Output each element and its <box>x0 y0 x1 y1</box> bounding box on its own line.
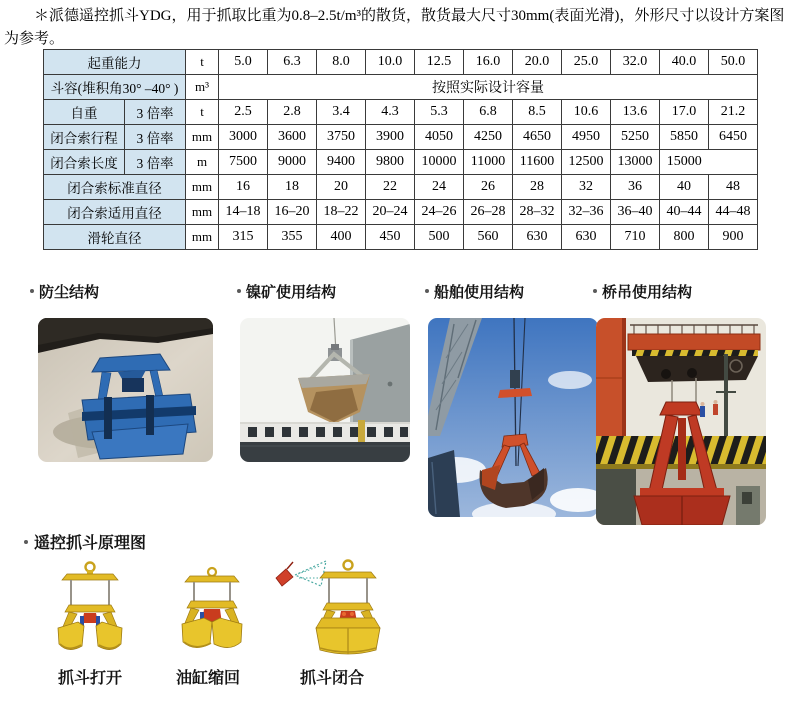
cell-value: 28–32 <box>513 200 562 225</box>
cell-value: 3900 <box>366 125 415 150</box>
spec-row <box>44 50 758 75</box>
row-label: 自重 <box>44 100 125 125</box>
cell-value: 500 <box>415 225 464 250</box>
row-unit: m³ <box>186 75 219 100</box>
cell-value: 4.3 <box>366 100 415 125</box>
row-label: 斗容(堆积角30° –40° ) <box>44 75 186 100</box>
cell-value: 450 <box>366 225 415 250</box>
cell-value: 710 <box>611 225 660 250</box>
cell-value: 36–40 <box>611 200 660 225</box>
gallery-label <box>237 281 410 301</box>
intro-paragraph: ＊派德遥控抓斗YDG，用于抓取比重为0.8–2.5t/m³的散货，散货最大尺寸30mm(表面光滑)，外形尺寸以设计方案图为参考。 <box>4 8 785 47</box>
cell-value: 26 <box>464 175 513 200</box>
row-unit: mm <box>186 175 219 200</box>
spec-row <box>44 100 758 125</box>
cell-value: 20 <box>317 175 366 200</box>
row-unit: t <box>186 100 219 125</box>
row-label: 起重能力 <box>44 50 186 75</box>
gallery-column-dustproof <box>30 281 213 462</box>
cell-value: 4250 <box>464 125 513 150</box>
gallery-label <box>30 281 213 301</box>
cell-value <box>709 150 758 175</box>
cell-value: 11600 <box>513 150 562 175</box>
spec-row <box>44 175 758 200</box>
gallery-label-text: 桥吊使用结构 <box>602 283 693 301</box>
grab-open-diagram <box>52 560 128 660</box>
cell-value: 400 <box>317 225 366 250</box>
spec-row <box>44 75 758 100</box>
gallery-label-text: 船舶使用结构 <box>434 283 525 301</box>
cell-value: 3750 <box>317 125 366 150</box>
cell-value: 6.3 <box>268 50 317 75</box>
row-unit: m <box>186 150 219 175</box>
cell-value: 20–24 <box>366 200 415 225</box>
dustproof-grab-photo <box>38 318 213 462</box>
cell-value: 22 <box>366 175 415 200</box>
row-unit: mm <box>186 200 219 225</box>
bullet-icon <box>24 540 28 544</box>
cell-value: 560 <box>464 225 513 250</box>
step-label-cylinder-retract: 油缸缩回 <box>175 670 240 687</box>
cell-value: 3000 <box>219 125 268 150</box>
row-label: 闭合索长度 <box>44 150 125 175</box>
spec-row <box>44 125 758 150</box>
gallery-column-nickel <box>237 281 410 462</box>
cell-value: 630 <box>562 225 611 250</box>
principle-title-text: 遥控抓斗原理图 <box>34 535 147 552</box>
cell-value: 4950 <box>562 125 611 150</box>
cell-value: 24 <box>415 175 464 200</box>
spec-table <box>43 49 758 250</box>
cell-value: 17.0 <box>660 100 709 125</box>
gallery-column-bridge-crane <box>593 281 766 525</box>
cell-value: 18 <box>268 175 317 200</box>
cell-value: 44–48 <box>709 200 758 225</box>
cell-value: 25.0 <box>562 50 611 75</box>
cell-value: 315 <box>219 225 268 250</box>
cell-value: 11000 <box>464 150 513 175</box>
cell-value: 900 <box>709 225 758 250</box>
cell-value: 5.0 <box>219 50 268 75</box>
cell-value: 16.0 <box>464 50 513 75</box>
row-sublabel: 3 倍率 <box>125 125 186 150</box>
nickel-ore-grab-photo <box>240 318 410 462</box>
cell-value: 2.8 <box>268 100 317 125</box>
cell-value: 32 <box>562 175 611 200</box>
cell-value: 3.4 <box>317 100 366 125</box>
cell-value: 9000 <box>268 150 317 175</box>
bullet-icon <box>30 289 34 293</box>
cell-value: 800 <box>660 225 709 250</box>
row-label: 滑轮直径 <box>44 225 186 250</box>
cell-value: 9400 <box>317 150 366 175</box>
bridge-crane-grab-photo <box>596 318 766 525</box>
gallery-column-ship <box>425 281 598 517</box>
cell-value: 6450 <box>709 125 758 150</box>
row-unit: mm <box>186 125 219 150</box>
cell-value: 24–26 <box>415 200 464 225</box>
cell-value: 5850 <box>660 125 709 150</box>
cell-value: 48 <box>709 175 758 200</box>
row-unit: t <box>186 50 219 75</box>
cell-value: 13.6 <box>611 100 660 125</box>
gallery-label <box>425 281 598 301</box>
cell-value: 40.0 <box>660 50 709 75</box>
principle-title <box>24 530 146 553</box>
cell-value: 26–28 <box>464 200 513 225</box>
cell-value: 9800 <box>366 150 415 175</box>
spec-row <box>44 225 758 250</box>
cylinder-retract-diagram <box>174 566 250 658</box>
cell-value: 5250 <box>611 125 660 150</box>
row-unit: mm <box>186 225 219 250</box>
cell-value: 12500 <box>562 150 611 175</box>
cell-value: 7500 <box>219 150 268 175</box>
cell-value: 21.2 <box>709 100 758 125</box>
gallery-label <box>593 281 766 301</box>
grab-closed-diagram <box>268 556 386 660</box>
ship-use-grab-photo <box>428 318 598 517</box>
cell-value: 15000 <box>660 150 709 175</box>
cell-value: 36 <box>611 175 660 200</box>
step-label-grab-open: 抓斗打开 <box>57 670 122 687</box>
cell-value: 5.3 <box>415 100 464 125</box>
row-label: 闭合索行程 <box>44 125 125 150</box>
row-span-value: 按照实际设计容量 <box>219 75 758 100</box>
row-label: 闭合索标准直径 <box>44 175 186 200</box>
cell-value: 630 <box>513 225 562 250</box>
row-label: 闭合索适用直径 <box>44 200 186 225</box>
cell-value: 3600 <box>268 125 317 150</box>
cell-value: 50.0 <box>709 50 758 75</box>
cell-value: 10000 <box>415 150 464 175</box>
cell-value: 32.0 <box>611 50 660 75</box>
cell-value: 12.5 <box>415 50 464 75</box>
cell-value: 4650 <box>513 125 562 150</box>
cell-value: 16 <box>219 175 268 200</box>
cell-value: 10.6 <box>562 100 611 125</box>
cell-value: 10.0 <box>366 50 415 75</box>
cell-value: 6.8 <box>464 100 513 125</box>
spec-row <box>44 150 758 175</box>
row-sublabel: 3 倍率 <box>125 100 186 125</box>
cell-value: 4050 <box>415 125 464 150</box>
gallery-label-text: 镍矿使用结构 <box>246 283 337 301</box>
cell-value: 8.0 <box>317 50 366 75</box>
bullet-icon <box>425 289 429 293</box>
row-sublabel: 3 倍率 <box>125 150 186 175</box>
cell-value: 40 <box>660 175 709 200</box>
cell-value: 18–22 <box>317 200 366 225</box>
cell-value: 40–44 <box>660 200 709 225</box>
spec-row <box>44 200 758 225</box>
cell-value: 13000 <box>611 150 660 175</box>
gallery-label-text: 防尘结构 <box>39 283 100 301</box>
step-label-grab-closed: 抓斗闭合 <box>299 670 364 687</box>
cell-value: 14–18 <box>219 200 268 225</box>
cell-value: 20.0 <box>513 50 562 75</box>
cell-value: 16–20 <box>268 200 317 225</box>
bullet-icon <box>237 289 241 293</box>
cell-value: 8.5 <box>513 100 562 125</box>
cell-value: 2.5 <box>219 100 268 125</box>
cell-value: 355 <box>268 225 317 250</box>
bullet-icon <box>593 289 597 293</box>
cell-value: 28 <box>513 175 562 200</box>
cell-value: 32–36 <box>562 200 611 225</box>
